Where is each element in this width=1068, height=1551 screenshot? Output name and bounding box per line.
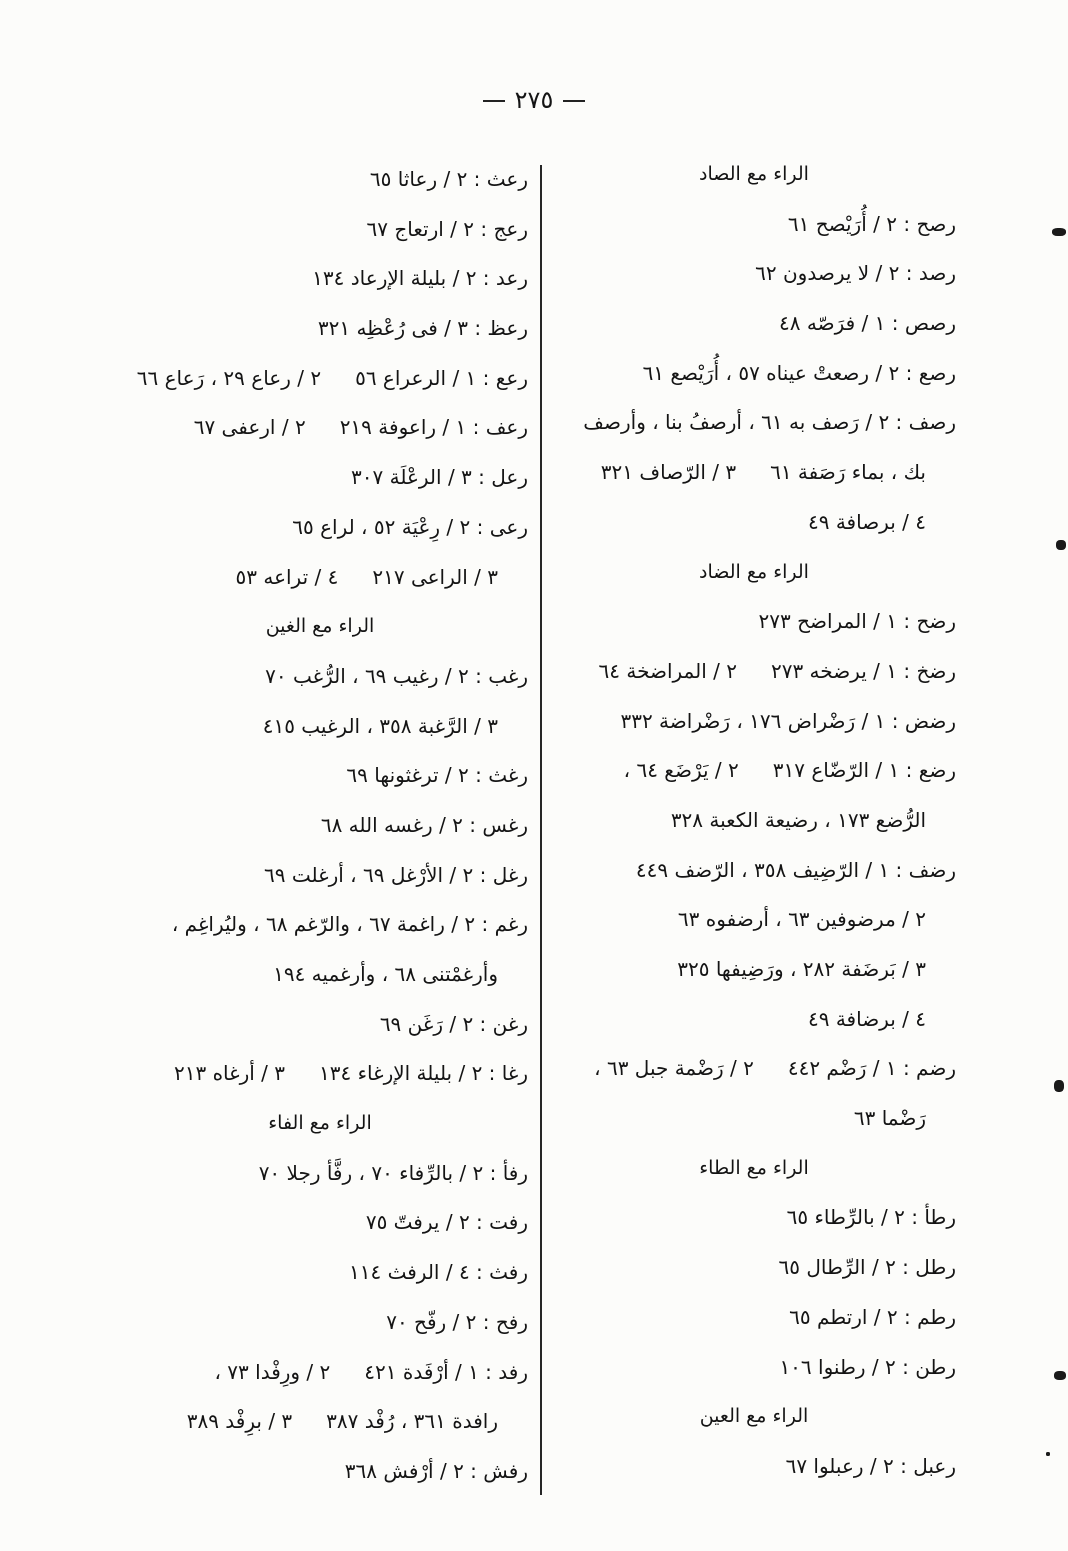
index-entry (108, 304, 532, 354)
index-entry-content (318, 304, 528, 354)
entry-segment: رصف : ٢ / رَصف به ٦١ ، أرصفُ بنا ، وأرصف (583, 410, 956, 435)
entry-segment: رفأ : ٢ / بالرِّفاء ٧٠ ، رفَّأ رجلا ٧٠ (258, 1160, 528, 1185)
index-entry-content (259, 1149, 528, 1199)
index-entry (108, 453, 532, 503)
section-heading-text: الراء مع الضاد (699, 560, 809, 583)
entry-segment: رغن : ٢ / رَغَن ٦٩ (379, 1011, 528, 1036)
index-entry (108, 254, 532, 304)
left-column (108, 155, 532, 1497)
entry-segment: رضف : ١ / الرّضِيف ٣٥٨ ، الرّضف ٤٤٩ (635, 857, 956, 882)
entry-segment: رفد : ١ / أرْفَدة ٤٢١ (364, 1359, 528, 1384)
index-entry-content (380, 1000, 528, 1050)
index-entry-content (174, 1049, 528, 1099)
entry-segment: رعبل : ٢ / رعبلوا ٦٧ (785, 1453, 956, 1478)
entry-segment: رفش : ٢ / أرْفش ٣٦٨ (344, 1458, 528, 1483)
index-entry-continuation (108, 702, 532, 752)
index-entry-content (264, 851, 528, 901)
index-entry-content (620, 697, 956, 747)
entry-segment: رغث : ٢ / ترغثونها ٦٩ (346, 763, 528, 788)
index-entry-content (808, 995, 926, 1045)
section-heading (548, 150, 960, 200)
index-entry-content (758, 597, 956, 647)
entry-segment: رفث : ٤ / الرفث ١١٤ (349, 1260, 528, 1285)
index-entry (108, 205, 532, 255)
section-heading (108, 1099, 532, 1149)
scan-mark (1056, 540, 1066, 550)
index-entry-content (643, 349, 956, 399)
index-entry-content (172, 900, 528, 950)
entry-segment: رغم : ٢ / راغمة ٦٧ ، والرّغم ٦٨ ، وليُراغِم ، (171, 912, 528, 937)
entry-segment: رعى : ٢ / رِعْيَة ٥٢ ، لراع ٦٥ (292, 514, 528, 539)
index-entry-content (187, 1397, 498, 1447)
index-entry-content (594, 1044, 956, 1094)
entry-segment: ٤ / تراعه ٥٣ (235, 564, 339, 589)
index-entry-content (349, 1248, 528, 1298)
index-entry (108, 503, 532, 553)
entry-segment: رعع : ١ / الرعراع ٥٦ (355, 365, 528, 390)
entry-segment: ٤ / برضافة ٤٩ (807, 1006, 926, 1031)
index-entry (108, 403, 532, 453)
index-entry (548, 1243, 960, 1293)
index-entry (548, 249, 960, 299)
index-entry (108, 751, 532, 801)
index-entry-continuation (108, 553, 532, 603)
index-entry-content (788, 200, 956, 250)
entry-segment: رضم : ١ / رَضْم ٤٤٢ (787, 1056, 956, 1081)
page-number-dash (483, 100, 505, 102)
entry-segment: ٢ / رعاع ٢٩ ، رَعاع ٦٦ (136, 365, 322, 390)
index-entry-content (854, 1094, 926, 1144)
entry-segment: ٢ / المراضخة ٦٤ (598, 658, 737, 683)
section-heading-text: الراء مع الفاء (268, 1112, 372, 1135)
index-entry-content (599, 647, 957, 697)
entry-segment: ٢ / مرضوفين ٦٣ ، أرضفوه ٦٣ (677, 907, 926, 932)
index-entry (108, 1298, 532, 1348)
section-heading-text: الراء مع الصاد (699, 163, 809, 185)
index-entry-content (779, 299, 956, 349)
section-heading (548, 1144, 960, 1194)
index-entry-content (677, 945, 926, 995)
entry-segment: رضض : ١ / رَضْراض ١٧٦ ، رَضْراضة ٣٣٢ (620, 708, 956, 733)
entry-segment: وأرغمْتنى ٦٨ ، وأرغميه ١٩٤ (273, 962, 498, 986)
index-entry (108, 1049, 532, 1099)
index-entry (548, 1193, 960, 1243)
index-entry (108, 1248, 532, 1298)
index-entry-content (214, 1348, 528, 1398)
entry-segment: رعف : ١ / راعوفة ٢١٩ (339, 415, 528, 440)
entry-segment: ٢ / ارعفى ٦٧ (193, 415, 306, 440)
column-divider (540, 165, 542, 1495)
entry-segment: رصح : ٢ / أُرَيْصح ٦١ (787, 211, 956, 236)
entry-segment: ٣ / أرغاه ٢١٣ (173, 1061, 286, 1086)
index-entry-content (386, 1298, 528, 1348)
index-entry-content (636, 846, 956, 896)
entry-segment: رصع : ٢ / رصعتْ عيناه ٥٧ ، أُرَيْصع ٦١ (642, 360, 956, 385)
entry-segment: رضخ : ١ / يرضخه ٢٧٣ (770, 658, 956, 683)
entry-segment: ٣ / الرّصاف ٣٢١ (600, 460, 737, 485)
index-entry-content (583, 398, 956, 448)
index-entry-content (137, 354, 528, 404)
index-entry (108, 354, 532, 404)
entry-segment: ٢ / ورِفْدا ٧٣ ، (214, 1359, 331, 1384)
entry-segment: رصص : ١ / فرَصّه ٤٨ (779, 311, 956, 336)
index-entry (548, 746, 960, 796)
index-entry-content (624, 746, 956, 796)
index-entry (108, 1447, 532, 1497)
index-entry-continuation (548, 498, 960, 548)
index-entry-content (367, 205, 528, 255)
entry-segment: رعث : ٢ / رعاثا ٦٥ (369, 167, 528, 191)
index-entry (108, 1348, 532, 1398)
entry-segment: ٢ / يَرْضَع ٦٤ ، (623, 758, 739, 783)
entry-segment: ٣ / بَرضَفة ٢٨٢ ، ورَضِيفها ٣٢٥ (677, 957, 926, 981)
index-entry-content (194, 403, 528, 453)
index-entry (548, 1442, 960, 1492)
index-entry-content (789, 1293, 956, 1343)
entry-segment: رفح : ٢ / رفّح ٧٠ (386, 1309, 528, 1334)
section-heading-text: الراء مع العين (699, 1405, 809, 1428)
index-entry (548, 1044, 960, 1094)
index-entry-content (292, 503, 528, 553)
entry-segment: رطل : ٢ / الرِّطال ٦٥ (778, 1255, 956, 1280)
index-entry (548, 349, 960, 399)
scan-mark (1052, 228, 1066, 236)
entry-segment: رضح : ١ / المراضح ٢٧٣ (758, 609, 956, 634)
index-entry (548, 597, 960, 647)
index-entry (548, 398, 960, 448)
index-entry-content (755, 249, 956, 299)
index-entry-continuation (548, 995, 960, 1045)
index-entry (548, 200, 960, 250)
index-entry-continuation (548, 1094, 960, 1144)
entry-segment: رصد : ٢ / لا يرصدون ٦٢ (755, 261, 956, 286)
section-heading-text: الراء مع الغين (265, 615, 375, 638)
index-entry (548, 697, 960, 747)
index-entry (108, 900, 532, 950)
index-entry-content (370, 155, 528, 205)
index-entry-content (678, 895, 926, 945)
index-entry (108, 1149, 532, 1199)
index-entry (108, 851, 532, 901)
index-entry-content (321, 801, 528, 851)
index-entry (108, 155, 532, 205)
index-entry-content (236, 553, 499, 603)
index-entry-continuation (548, 448, 960, 498)
entry-segment: رافدة ٣٦١ ، رُفْد ٣٨٧ (326, 1409, 498, 1434)
index-entry-continuation (548, 796, 960, 846)
scan-mark (1054, 1371, 1066, 1380)
entry-segment: رغا : ٢ / بليلة الإرغاء ١٣٤ (319, 1061, 528, 1086)
entry-segment: رغب : ٢ / رغيب ٦٩ ، الرُّغب ٧٠ (265, 663, 528, 688)
entry-segment: رعل : ٣ / الرعْلَة ٣٠٧ (351, 465, 528, 490)
entry-segment: ٣ / الراعى ٢١٧ (372, 564, 498, 589)
index-entry (108, 1198, 532, 1248)
section-heading (548, 1392, 960, 1442)
entry-segment: الرُّضع ١٧٣ ، رضيعة الكعبة ٣٢٨ (670, 807, 926, 832)
index-entry (548, 647, 960, 697)
section-heading-text: الراء مع الطاء (699, 1156, 809, 1179)
index-entry-continuation (108, 950, 532, 1000)
index-entry-content (601, 448, 926, 498)
index-entry (548, 299, 960, 349)
entry-segment: رعج : ٢ / ارتعاج ٦٧ (366, 216, 528, 241)
index-entry-content (273, 950, 498, 1000)
entry-segment: رضع : ١ / الرّضّاع ٣١٧ (772, 758, 956, 783)
index-entry-content (787, 1193, 956, 1243)
scan-mark (1046, 1452, 1050, 1456)
index-entry (548, 1293, 960, 1343)
index-entry-content (345, 1447, 528, 1497)
index-entry-continuation (548, 895, 960, 945)
index-entry-content (351, 453, 528, 503)
index-entry-content (779, 1343, 956, 1393)
page-number-text: ٢٧٥ (514, 86, 554, 114)
index-entry-content (671, 796, 926, 846)
entry-segment: ٣ / برِفْد ٣٨٩ (186, 1409, 293, 1434)
entry-segment: رعد : ٢ / بليلة الإرعاد ١٣٤ (312, 266, 528, 291)
index-entry-content (312, 254, 528, 304)
index-entry (548, 1343, 960, 1393)
page-number-dash (563, 100, 585, 102)
entry-segment: ٢ / رَضْمة جبل ٦٣ ، (594, 1056, 754, 1081)
entry-segment: رطن : ٢ / رطنوا ١٠٦ (779, 1354, 956, 1379)
entry-segment: رغس : ٢ / رغسه الله ٦٨ (320, 812, 528, 837)
section-heading (548, 548, 960, 598)
index-entry (108, 652, 532, 702)
section-heading (108, 602, 532, 652)
index-entry-content (265, 652, 528, 702)
index-entry-content (808, 498, 926, 548)
entry-segment: رطأ : ٢ / بالرِّطاء ٦٥ (786, 1205, 956, 1230)
entry-segment: ٤ / برصافة ٤٩ (807, 509, 926, 534)
index-entry-content (366, 1198, 528, 1248)
entry-segment: ٣ / الرَّغبة ٣٥٨ ، الرغيب ٤١٥ (262, 713, 498, 738)
index-entry-content (346, 751, 528, 801)
scan-mark (1054, 1080, 1064, 1092)
index-entry (108, 1000, 532, 1050)
index-entry-continuation (108, 1397, 532, 1447)
index-entry-content (779, 1243, 956, 1293)
entry-segment: رعظ : ٣ / فى رُعْظِه ٣٢١ (317, 316, 528, 341)
entry-segment: رطم : ٢ / ارتطم ٦٥ (789, 1304, 956, 1329)
entry-segment: رفت : ٢ / يرفتّ ٧٥ (365, 1210, 528, 1235)
index-entry (548, 846, 960, 896)
entry-segment: رغل : ٢ / الأرْغل ٦٩ ، أرغلت ٦٩ (264, 862, 528, 887)
index-entry-content (786, 1442, 956, 1492)
index-entry (108, 801, 532, 851)
entry-segment: بك ، بماء رَصَفة ٦١ (770, 460, 926, 485)
index-entry-content (263, 702, 498, 752)
entry-segment: رَضْما ٦٣ (853, 1106, 926, 1131)
index-entry-continuation (548, 945, 960, 995)
page-number (0, 84, 1068, 116)
right-column (548, 150, 960, 1492)
